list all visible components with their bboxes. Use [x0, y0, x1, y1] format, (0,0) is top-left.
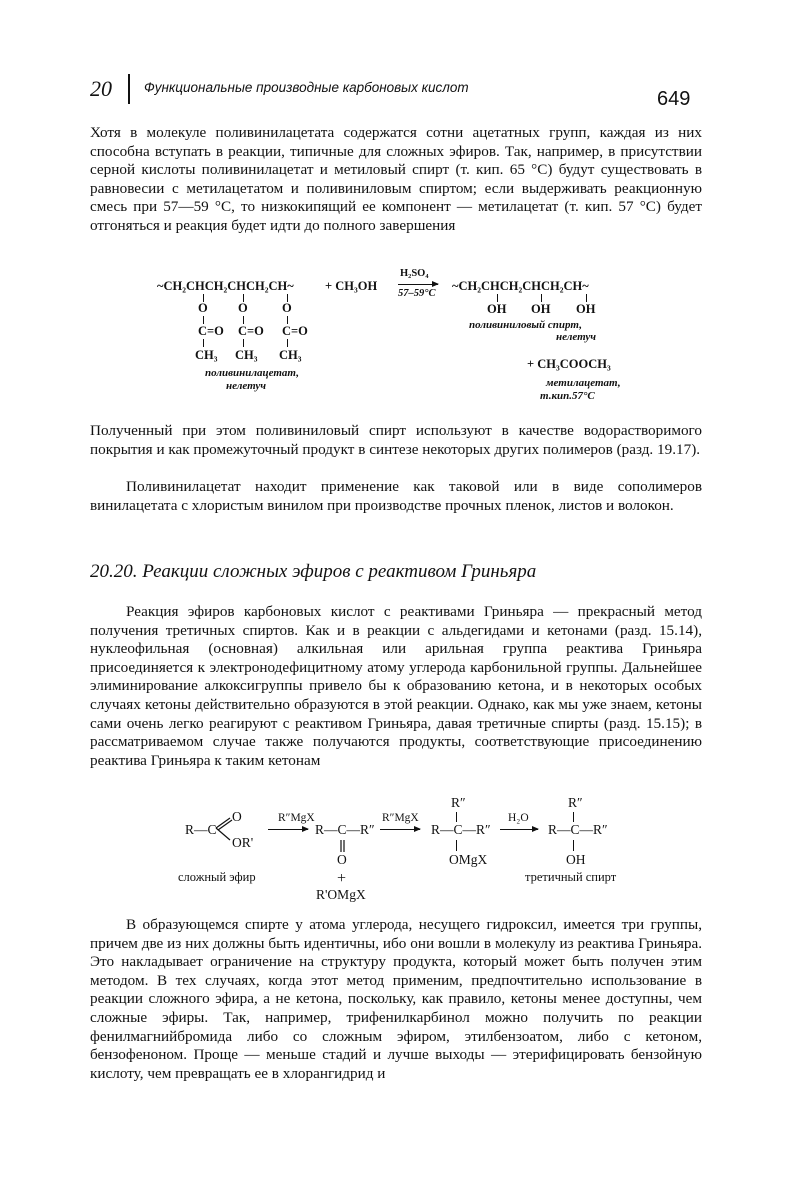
paragraph-3: Поливинилацетат находит применение как таковой или в виде сополимеров винилацетата с хлористым винилом при производстве прочных пленок, листов и волокон.	[90, 478, 702, 514]
carbonyl-label: C=O	[198, 324, 224, 338]
alcohol-hydroxyl: OH	[566, 852, 586, 867]
reaction-arrow-1	[268, 829, 308, 830]
carbonyl-label: C=O	[282, 324, 308, 338]
bond	[497, 294, 498, 302]
paragraph-5: В образующемся спирте у атома углерода, несущего гидроксил, имеется три группы, причем две из них должны быть идентичны, ибо они вошли в молекулу из реактива Гриньяра. Это накладывает ограничение на структуру продукта, который может быть получен этим методом. В тех случаях, когда этот метод применим, предпочтительно использование в реакции сложного эфира, а не кетона, поскольку, как правило, кетоны менее доступны, чем сложные эфиры. Так, например, трифенилкарбинол можно получить по реакции фенилмагнийбромида либо со сложным эфиром, этилбензоатом, либо с кетоном, бензофеноном. Проще — меньше стадий и лучше выходы — этерифицировать бензойную кислоту, чем превращать ее в хлорангидрид и	[90, 916, 702, 1082]
methyl-label: CH₃	[195, 348, 218, 362]
reactant-note: нелетуч	[226, 380, 267, 392]
grignard-reagent-1: R″MgX	[278, 812, 315, 824]
bond	[203, 339, 204, 347]
oxygen-label: O	[282, 301, 292, 315]
reaction-arrow-2	[380, 829, 420, 830]
header-divider	[128, 74, 130, 104]
bond	[573, 840, 574, 851]
chapter-number: 20	[90, 76, 112, 101]
bond	[243, 316, 244, 324]
ester-formula: R—C	[185, 822, 217, 837]
alcohol-top-group: R″	[568, 795, 583, 810]
methyl-acetate-formula: + CH₃COOCH₃	[527, 357, 611, 371]
hydroxyl-label: OH	[576, 302, 596, 316]
product-note: нелетуч	[556, 331, 597, 343]
methyl-label: CH₃	[235, 348, 258, 362]
hydroxyl-label: OH	[531, 302, 551, 316]
oxygen-label: O	[238, 301, 248, 315]
section-heading	[90, 561, 536, 583]
paragraph-1: Хотя в молекуле поливинилацетата содержатся сотни ацетатных групп, каждая из них способна вступать в реакции, типичные для сложных эфиров. Так, например, в присутствии серной кислоты поливинилацетат и метиловый спирт (т. кип. 65 °C) будут существовать в равновесии с метилацетатом и поливиниловым спиртом; если выдерживать реакционную смесь при 57—59 °C, то низкокипящий ее компонент — метилацетат (т. кип. 57 °C) будет отгоняться и реакция будет идти до полного завершения	[90, 124, 702, 234]
bond	[287, 339, 288, 347]
methanol-reagent: + CH₃OH	[325, 279, 378, 293]
alkoxide-top-group: R″	[451, 795, 466, 810]
bond	[456, 840, 457, 851]
reactant-name: поливинилацетат,	[205, 367, 299, 379]
bond	[287, 316, 288, 324]
chapter-title: Функциональные производные карбоновых кислот	[144, 80, 469, 95]
hydroxyl-label: OH	[487, 302, 507, 316]
methyl-acetate-name: метилацетат,	[546, 377, 621, 389]
alkoxide-omgx: OMgX	[449, 852, 488, 867]
paragraph-2: Полученный при этом поливиниловый спирт используют в качестве водорастворимого покрытия и как промежуточный продукт в синтезе некоторых других полимеров (разд. 19.17).	[90, 422, 702, 458]
alkoxide-formula: R—C—R″	[431, 822, 491, 837]
bond	[456, 812, 457, 822]
grignard-reagent-2: R″MgX	[382, 812, 419, 824]
alcohol-label: третичный спирт	[525, 870, 617, 884]
carbonyl-label: C=O	[238, 324, 264, 338]
bond	[573, 812, 574, 822]
oxygen-label: O	[198, 301, 208, 315]
ketone-formula: R—C—R″	[315, 822, 375, 837]
temperature-label: 57–59°C	[398, 288, 436, 299]
ketone-double-bond	[339, 839, 347, 853]
product-name: поливиниловый спирт,	[469, 319, 582, 331]
methyl-label: CH₃	[279, 348, 302, 362]
bond	[541, 294, 542, 302]
water-reagent: H₂O	[508, 812, 529, 824]
catalyst-label: H₂SO₄	[400, 268, 429, 279]
ester-alkoxy: OR'	[232, 835, 254, 850]
section-title: Реакции сложных эфиров с реактивом Гриньяра	[142, 561, 537, 582]
alcohol-formula: R—C—R″	[548, 822, 608, 837]
bond	[203, 316, 204, 324]
bond	[586, 294, 587, 302]
plus-sign: +	[337, 870, 347, 887]
bond	[243, 339, 244, 347]
methyl-acetate-bp: т.кип.57°C	[540, 390, 595, 402]
reaction-arrow-3	[500, 829, 538, 830]
ester-carbonyl-oxygen: O	[232, 809, 242, 824]
side-product: R'OMgX	[316, 887, 366, 902]
reactant-chain: ~CH₂CHCH₂CHCH₂CH~	[157, 279, 294, 293]
page-number: 649	[657, 88, 691, 110]
ketone-oxygen: O	[337, 852, 347, 867]
equilibrium-arrow	[398, 284, 438, 285]
product-chain: ~CH₂CHCH₂CHCH₂CH~	[452, 279, 589, 293]
ester-label: сложный эфир	[178, 870, 256, 884]
paragraph-4: Реакция эфиров карбоновых кислот с реактивами Гриньяра — прекрасный метод получения третичных спиртов. Как и в реакции с альдегидами и кетонами (разд. 15.14), нуклеофильная (основная) алкильная или арильная группа реактива Гриньяра присоединяется к электронодефицитному атому углерода карбонильной группы. Дальнейшее элиминирование алкоксигруппы привело бы к образованию кетона, и в некоторых особых случаях кетоны действительно образуются в этой реакции. Однако, как мы уже знаем, кетоны сами очень легко реагируют с реактивом Гриньяра, давая третичные спирты (разд. 15.15); в рассматриваемом случае также получаются продукты, соответствующие присоединению реактива Гриньяра к таким кетонам	[90, 603, 702, 769]
section-number: 20.20.	[90, 561, 138, 582]
